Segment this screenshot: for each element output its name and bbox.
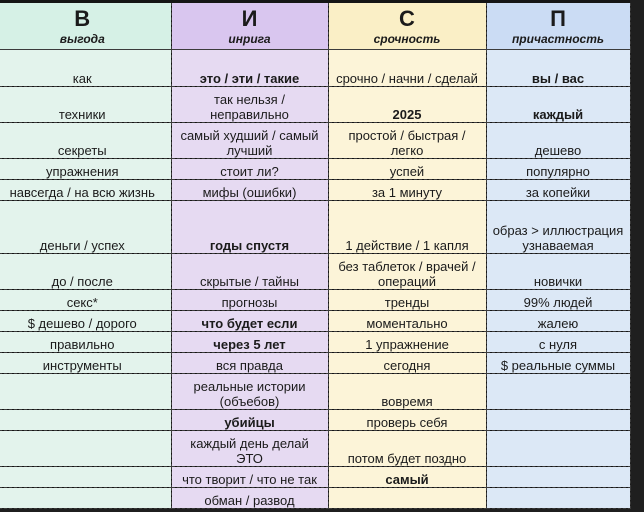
table-cell: $ дешево / дорого: [0, 311, 171, 332]
table-cell: [486, 410, 630, 431]
table-cell: вы / вас: [486, 50, 630, 87]
table-cell: 99% людей: [486, 290, 630, 311]
table-cell: реальные истории (объебов): [171, 374, 328, 410]
table-cell: [0, 488, 171, 509]
table-cell: $ реальные суммы: [486, 353, 630, 374]
header-subtitle: причастность: [511, 32, 605, 46]
table-cell: самый худший / самый лучший: [171, 123, 328, 159]
table-cell: [0, 467, 171, 488]
table-row: [0, 374, 630, 410]
table-cell: жалею: [486, 311, 630, 332]
header-involvement: [486, 3, 630, 50]
header-benefit: [0, 3, 171, 50]
table-cell: [486, 431, 630, 467]
table-row: [0, 201, 630, 254]
table-cell: популярно: [486, 159, 630, 180]
table-cell: упражнения: [0, 159, 171, 180]
header-subtitle: выгода: [59, 32, 105, 46]
table-row: [0, 180, 630, 201]
table-row: [0, 353, 630, 374]
table-cell: до / после: [0, 254, 171, 290]
header-letter: И: [241, 6, 258, 31]
table-cell: тренды: [328, 290, 486, 311]
table-cell: 1 действие / 1 капля: [328, 201, 486, 254]
table-cell: новички: [486, 254, 630, 290]
header-row: [0, 3, 630, 50]
table-cell: прогнозы: [171, 290, 328, 311]
table-cell: проверь себя: [328, 410, 486, 431]
table-cell: скрытые / тайны: [171, 254, 328, 290]
table-cell: простой / быстрая / легко: [328, 123, 486, 159]
table-cell: без таблеток / врачей / операций: [328, 254, 486, 290]
table-cell: это / эти / такие: [171, 50, 328, 87]
table-cell: [0, 410, 171, 431]
table-cell: за копейки: [486, 180, 630, 201]
table-row: [0, 431, 630, 467]
table-cell: стоит ли?: [171, 159, 328, 180]
table-cell: каждый: [486, 87, 630, 123]
table-cell: дешево: [486, 123, 630, 159]
table-row: [0, 123, 630, 159]
table-cell: [486, 488, 630, 509]
table-cell: обман / развод: [171, 488, 328, 509]
table-cell: что будет если: [171, 311, 328, 332]
table-cell: секс*: [0, 290, 171, 311]
table-cell: через 5 лет: [171, 332, 328, 353]
header-letter: С: [399, 6, 415, 31]
table-cell: с нуля: [486, 332, 630, 353]
table-cell: [486, 467, 630, 488]
table-cell: успей: [328, 159, 486, 180]
table-row: [0, 410, 630, 431]
table-cell: навсегда / на всю жизнь: [0, 180, 171, 201]
header-urgency: [328, 3, 486, 50]
table-cell: [0, 374, 171, 410]
table-row: [0, 254, 630, 290]
table-row: [0, 290, 630, 311]
table-cell: инструменты: [0, 353, 171, 374]
table-row: [0, 87, 630, 123]
header-intrigue: [171, 3, 328, 50]
table-row: [0, 467, 630, 488]
table-cell: самый: [328, 467, 486, 488]
table-cell: образ > иллюстрация узнаваемая: [486, 201, 630, 254]
table-cell: срочно / начни / сделай: [328, 50, 486, 87]
table-cell: так нельзя / неправильно: [171, 87, 328, 123]
header-letter: В: [74, 6, 91, 31]
table-cell: техники: [0, 87, 171, 123]
header-subtitle: инрига: [228, 32, 271, 46]
table-cell: моментально: [328, 311, 486, 332]
table-row: [0, 488, 630, 509]
table-cell: [328, 488, 486, 509]
table-cell: деньги / успех: [0, 201, 171, 254]
table-cell: каждый день делай ЭТО: [171, 431, 328, 467]
header-letter: П: [550, 6, 566, 31]
table-cell: 2025: [328, 87, 486, 123]
table-row: [0, 159, 630, 180]
header-subtitle: срочность: [373, 32, 441, 46]
table-cell: [486, 374, 630, 410]
table-row: [0, 311, 630, 332]
table-row: [0, 332, 630, 353]
table-cell: годы спустя: [171, 201, 328, 254]
table-cell: за 1 минуту: [328, 180, 486, 201]
table-cell: как: [0, 50, 171, 87]
table-row: [0, 50, 630, 87]
table-cell: [0, 431, 171, 467]
table-cell: правильно: [0, 332, 171, 353]
table-cell: вовремя: [328, 374, 486, 410]
table-cell: потом будет поздно: [328, 431, 486, 467]
table-cell: секреты: [0, 123, 171, 159]
table-cell: что творит / что не так: [171, 467, 328, 488]
table-cell: мифы (ошибки): [171, 180, 328, 201]
table-cell: 1 упражнение: [328, 332, 486, 353]
visp-table: [0, 3, 631, 509]
table-cell: вся правда: [171, 353, 328, 374]
table-cell: убийцы: [171, 410, 328, 431]
table-cell: сегодня: [328, 353, 486, 374]
